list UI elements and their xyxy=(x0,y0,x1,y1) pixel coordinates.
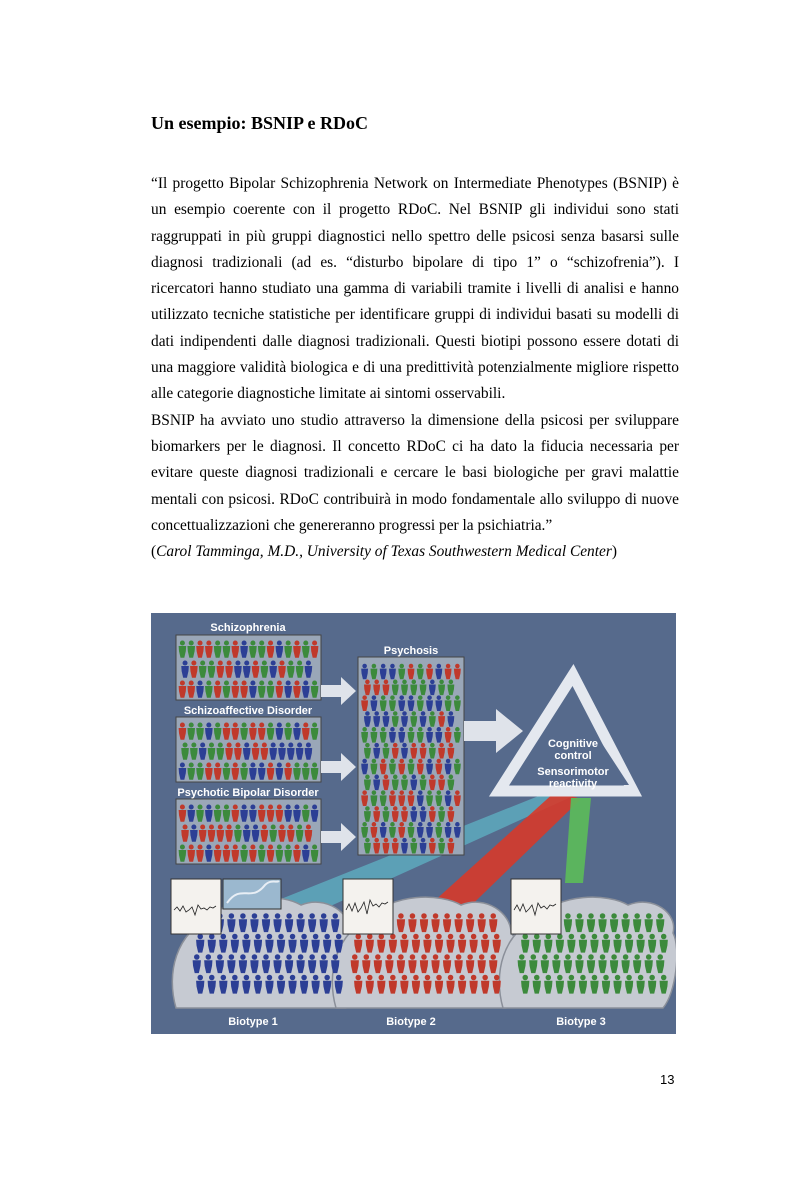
eeg-box-3 xyxy=(511,879,561,934)
label-control: control xyxy=(554,750,592,762)
arrow-3 xyxy=(321,823,356,851)
arrow-1 xyxy=(321,677,356,705)
label-schizophrenia: Schizophrenia xyxy=(210,622,286,634)
bsnip-figure xyxy=(151,613,676,1034)
eeg-box-1 xyxy=(171,879,221,934)
label-bipolar: Psychotic Bipolar Disorder xyxy=(177,787,319,799)
label-biotype-1: Biotype 1 xyxy=(228,1016,278,1028)
label-sensorimotor: Sensorimotor xyxy=(537,766,609,778)
figure-illustration xyxy=(151,613,676,1034)
citation-open: ( xyxy=(151,543,157,561)
page-number: 13 xyxy=(660,1072,675,1087)
label-biotype-2: Biotype 2 xyxy=(386,1016,436,1028)
label-biotype-3: Biotype 3 xyxy=(556,1016,606,1028)
label-psychosis: Psychosis xyxy=(383,645,439,657)
arrow-psychosis xyxy=(464,709,523,753)
arrow-2 xyxy=(321,753,356,781)
beam-green xyxy=(565,798,591,883)
citation xyxy=(151,539,679,565)
label-reactivity: reactivity xyxy=(548,778,598,790)
label-cognitive: Cognitive xyxy=(547,738,599,750)
paragraph-2: BSNIP ha avviato uno studio attraverso la dimensione della psicosi per sviluppare biomarkers per le diagnosi. Il concetto RDoC ci ha dato la fiducia necessaria per evitare queste diagnosi tradizionali e cercare le basi biologiche per gravi malattie mentali con psicosi. RDoC contribuirà in modo fondamentale allo sviluppo di nuove concettualizzazioni che genereranno progressi per la psichiatria.” xyxy=(151,411,679,534)
paragraph-1: “Il progetto Bipolar Schizophrenia Network on Intermediate Phenotypes (BSNIP) è un esempio coerente con il progetto RDoC. Nel BSNIP gli individui sono stati raggruppati in più gruppi diagnostici nello spettro delle psicosi senza basarsi sulle diagnosi tradizionali (ad es. “disturbo bipolare di tipo 1” o “schizofrenia”). I ricercatori hanno studiato una gamma di variabili tramite i livelli di analisi e hanno utilizzato tecniche statistiche per identificare gruppi di individui basati su modelli di dati indipendenti dalle diagnosi tradizionali. Questi biotipi possono essere dotati di una maggiore validità biologica e di una predittività potenzialmente migliore rispetto alle categorie diagnostiche limitate ai sintomi osservabili. xyxy=(151,175,679,403)
section-title: Un esempio: BSNIP e RDoC xyxy=(151,113,369,133)
citation-close: ) xyxy=(611,543,617,561)
label-schizoaffective: Schizoaffective Disorder xyxy=(183,705,313,717)
citation-text: Carol Tamminga, M.D., University of Texas Southwestern Medical Center xyxy=(156,543,612,561)
quote-body xyxy=(151,171,679,565)
